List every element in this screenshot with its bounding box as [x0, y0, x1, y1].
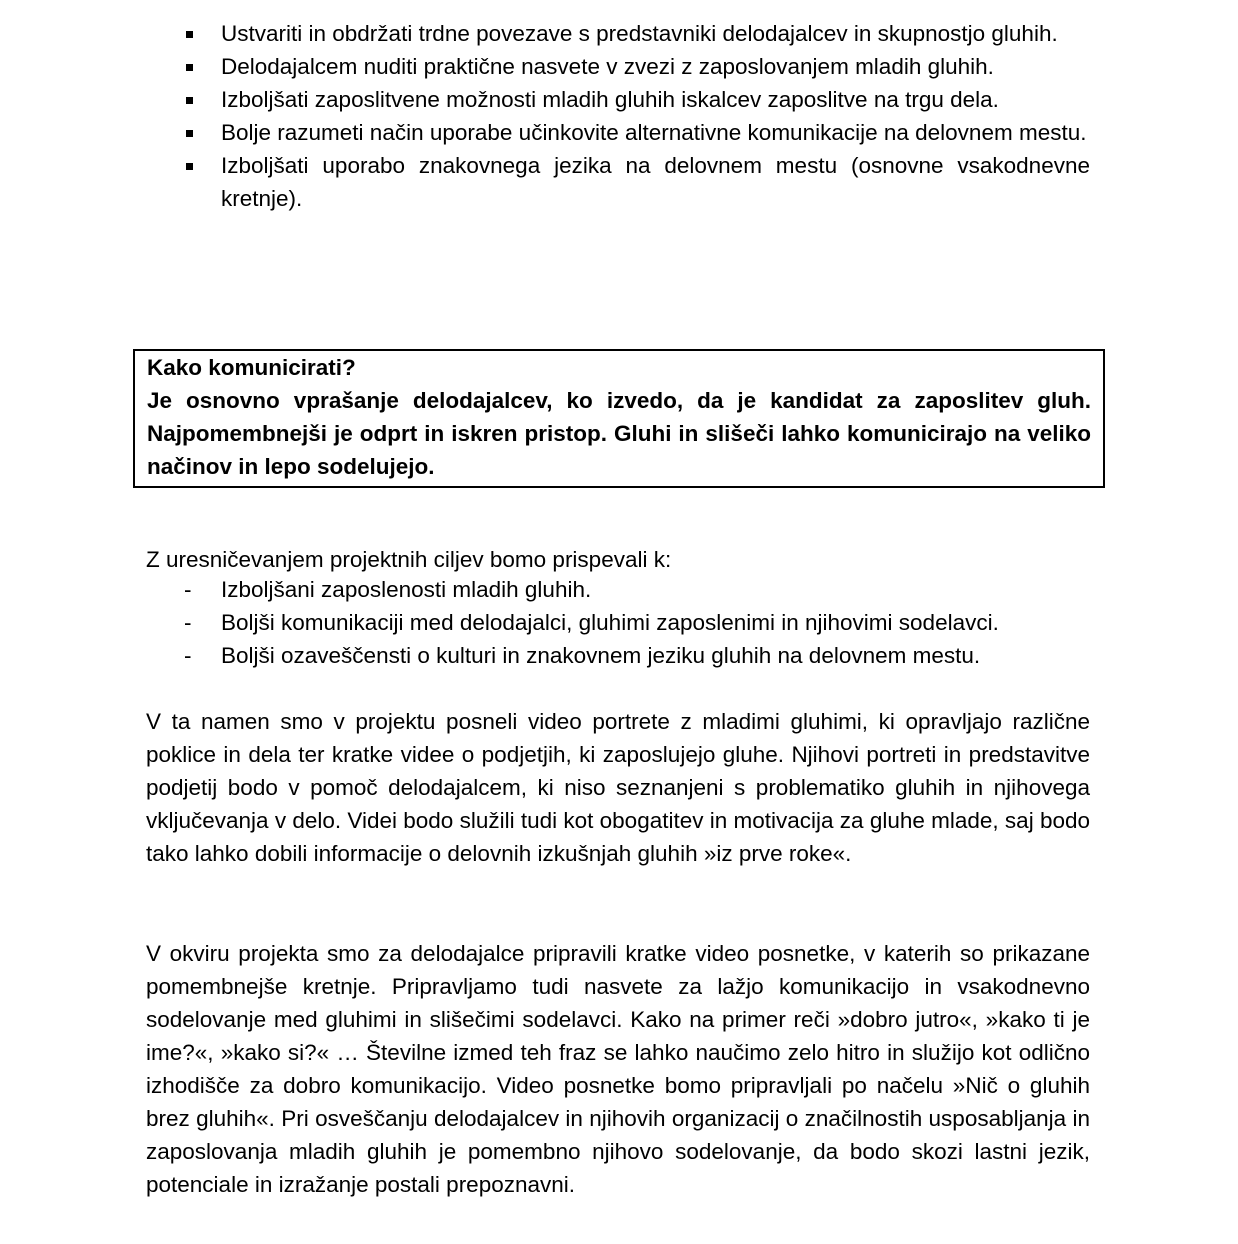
communication-callout-box — [133, 349, 1105, 488]
video-portraits-paragraph: V ta namen smo v projektu posneli video portrete z mladimi gluhimi, ki opravljajo različne poklice in dela ter kratke videe o podjetjih, ki zaposlujejo gluhe. Njihovi portreti in predstavitve podjetij bodo v pomoč delodajalcem, ki niso seznanjeni s problematiko gluhih in njihovega vključevanja v delo. Videi bodo služili tudi kot obogatitev in motivacija za gluhe mlade, saj bodo tako lahko dobili informacije o delovnih izkušnjah gluhih »iz prve roke«. — [146, 709, 1090, 866]
list-item — [146, 17, 1090, 50]
list-item — [146, 573, 1090, 606]
square-bullet-icon — [186, 64, 193, 71]
goals-list — [146, 17, 1090, 215]
callout-text: Je osnovno vprašanje delodajalcev, ko izvedo, da je kandidat za zaposlitev gluh. Najpomembnejši je odprt in iskren pristop. Gluhi in slišeči lahko komunicirajo na veliko načinov in lepo sodelujejo. — [147, 388, 1091, 479]
video-clips-paragraph: V okviru projekta smo za delodajalce pripravili kratke video posnetke, v katerih so prikazane pomembnejše kretnje. Pripravljamo tudi nasvete za lažjo komunikacijo in vsakodnevno sodelovanje med gluhimi in slišečimi sodelavci. Kako na primer reči »dobro jutro«, »kako ti je ime?«, »kako si?« … Številne izmed teh fraz se lahko naučimo zelo hitro in služijo kot odlično izhodišče za dobro komunikacijo. Video posnetke bomo pripravljali po načelu »Nič o gluhih brez gluhih«. Pri osveščanju delodajalcev in njihovih organizacij o značilnostih usposabljanja in zaposlovanja mladih gluhih je pomembno njihovo sodelovanje, da bodo skozi lastni jezik, potenciale in izražanje postali prepoznavni. — [146, 941, 1090, 1197]
goal-text: Ustvariti in obdržati trdne povezave s predstavniki delodajalcev in skupnostjo gluhih. — [221, 21, 1058, 46]
goal-text: Izboljšati uporabo znakovnega jezika na delovnem mestu (osnovne vsakodnevne kretnje). — [221, 153, 1090, 211]
dash-bullet: - — [184, 610, 192, 635]
square-bullet-icon — [186, 31, 193, 38]
square-bullet-icon — [186, 97, 193, 104]
contribution-text: Boljši ozaveščensti o kulturi in znakovnem jeziku gluhih na delovnem mestu. — [221, 643, 981, 668]
contributions-list — [146, 573, 1090, 672]
contributions-intro: Z uresničevanjem projektnih ciljev bomo prispevali k: — [146, 547, 672, 572]
dash-bullet: - — [184, 577, 192, 602]
dash-bullet: - — [184, 643, 192, 668]
list-item — [146, 83, 1090, 116]
contribution-text: Boljši komunikaciji med delodajalci, gluhimi zaposlenimi in njihovimi sodelavci. — [221, 610, 999, 635]
list-item — [146, 50, 1090, 83]
square-bullet-icon — [186, 163, 193, 170]
list-item — [146, 606, 1090, 639]
list-item — [146, 116, 1090, 149]
list-item — [146, 639, 1090, 672]
contribution-text: Izboljšani zaposlenosti mladih gluhih. — [221, 577, 592, 602]
goal-text: Delodajalcem nuditi praktične nasvete v zvezi z zaposlovanjem mladih gluhih. — [221, 54, 994, 79]
list-item — [146, 149, 1090, 215]
goal-text: Izboljšati zaposlitvene možnosti mladih gluhih iskalcev zaposlitve na trgu dela. — [221, 87, 999, 112]
goal-text: Bolje razumeti način uporabe učinkovite alternativne komunikacije na delovnem mestu. — [221, 120, 1087, 145]
callout-title: Kako komunicirati? — [147, 355, 356, 380]
square-bullet-icon — [186, 130, 193, 137]
